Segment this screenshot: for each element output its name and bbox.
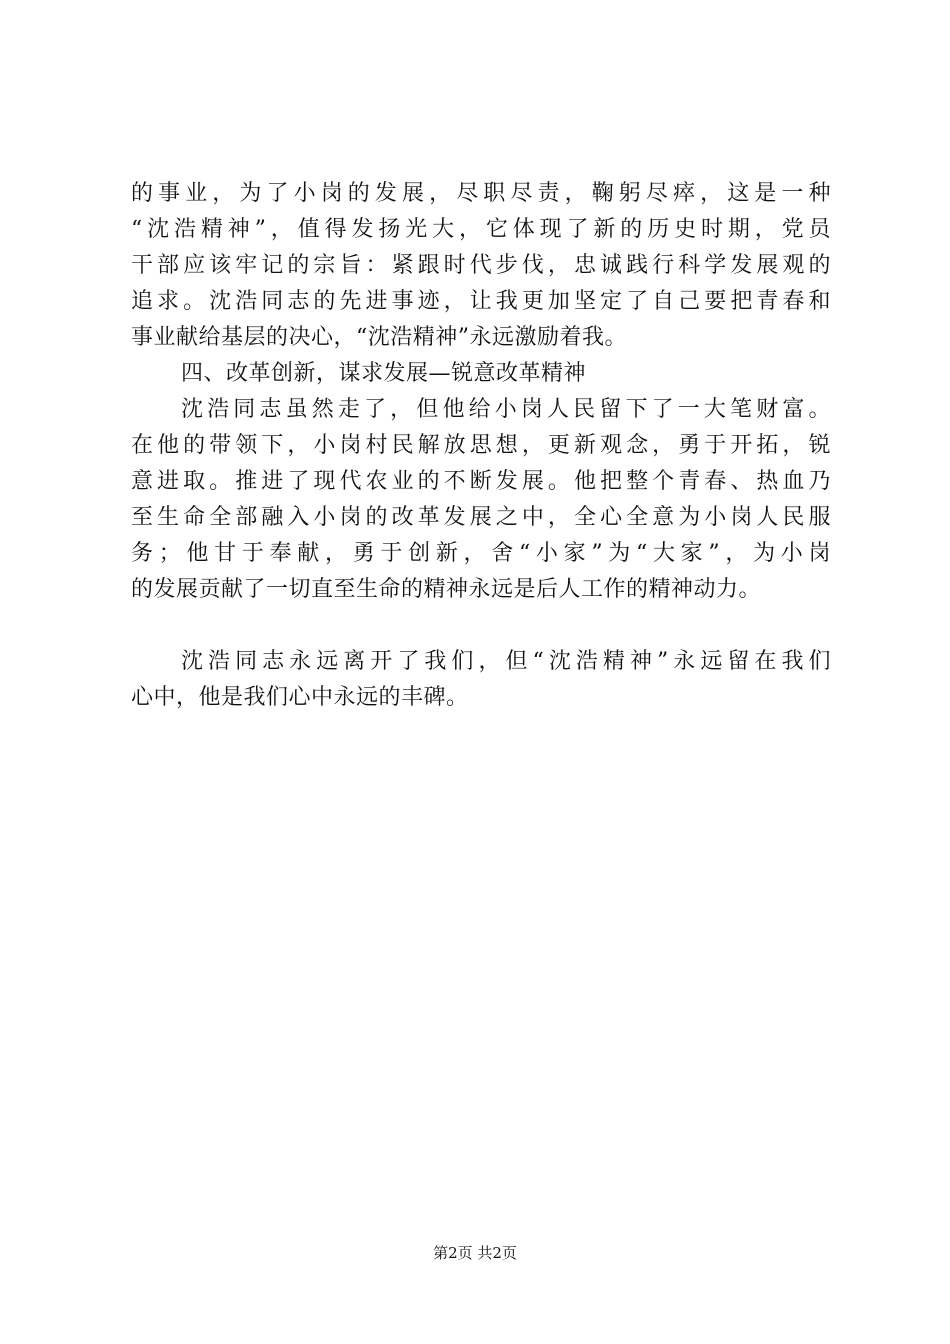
paragraph-spacer <box>131 608 831 644</box>
text-line: 的事业，为了小岗的发展，尽职尽责，鞠躬尽瘁，这是一种 <box>131 181 831 206</box>
document-body <box>131 176 831 716</box>
text-line: 追求。沈浩同志的先进事迹，让我更加坚定了自己要把青春和 <box>131 289 831 314</box>
paragraph-dedication <box>131 176 831 356</box>
paragraph-conclusion <box>131 644 831 716</box>
text-line: 在他的带领下，小岗村民解放思想，更新观念，勇于开拓，锐 <box>131 433 831 458</box>
paragraph-reform <box>131 392 831 608</box>
section-heading: 四、改革创新，谋求发展—锐意改革精神 <box>181 361 587 386</box>
text-line: 务；他甘于奉献，勇于创新，舍“小家”为“大家”，为小岗 <box>131 541 831 566</box>
page-number-footer: 第2页 共2页 <box>433 1244 517 1262</box>
text-line: 的发展贡献了一切直至生命的精神永远是后人工作的精神动力。 <box>131 577 762 602</box>
text-line: 事业献给基层的决心，“沈浩精神”永远激励着我。 <box>131 325 627 350</box>
text-line: 意进取。推进了现代农业的不断发展。他把整个青春、热血乃 <box>131 469 831 494</box>
text-line: 至生命全部融入小岗的改革发展之中，全心全意为小岗人民服 <box>131 505 831 530</box>
text-line: 心中，他是我们心中永远的丰碑。 <box>131 685 469 710</box>
text-line: 沈浩同志虽然走了，但他给小岗人民留下了一大笔财富。 <box>181 397 831 422</box>
text-line: 干部应该牢记的宗旨：紧跟时代步伐，忠诚践行科学发展观的 <box>131 253 831 278</box>
text-line: “沈浩精神”，值得发扬光大，它体现了新的历史时期，党员 <box>131 217 831 242</box>
text-line: 沈浩同志永远离开了我们，但“沈浩精神”永远留在我们 <box>181 649 831 674</box>
